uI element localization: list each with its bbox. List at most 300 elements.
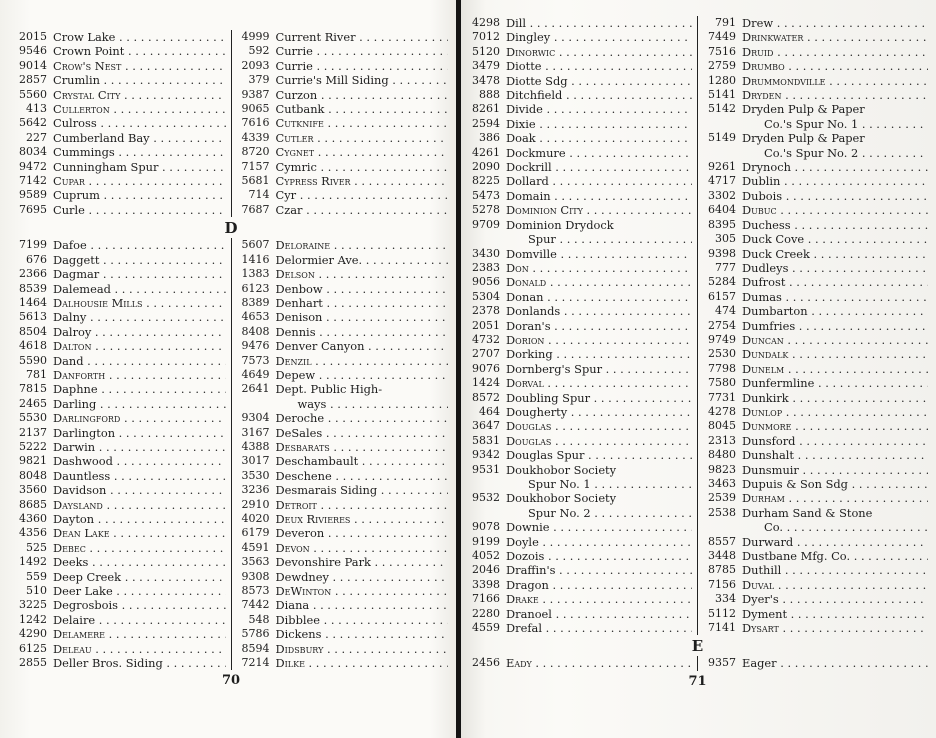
station-number: 7156 — [708, 577, 736, 591]
station-name — [270, 570, 449, 584]
station-name-text: Deep Creek . . . — [53, 570, 226, 584]
station-number: 7142 — [19, 174, 47, 188]
index-entry — [237, 469, 449, 483]
index-entry — [467, 275, 692, 289]
station-name-text: Degrosbois . . . — [53, 598, 226, 612]
index-entry — [467, 247, 692, 261]
station-name-text: Downie . . . — [506, 520, 692, 534]
station-name-text: Dean Lake . . . — [53, 526, 226, 540]
station-number: 3398 — [472, 577, 500, 591]
station-name-text: Deschambault . . . — [276, 454, 449, 468]
station-name-text: Durham . . . — [742, 491, 928, 505]
station-name-text: Delaire . . . — [53, 613, 226, 627]
station-name — [270, 174, 449, 188]
station-number: 1280 — [708, 73, 736, 87]
index-entry — [14, 584, 226, 598]
station-name-text: Dunfermline . . . — [742, 376, 928, 390]
station-name — [47, 88, 226, 102]
index-entry — [237, 555, 449, 569]
station-name — [270, 282, 449, 296]
station-name-text: Duval . . . — [742, 578, 928, 592]
station-number: 9014 — [19, 58, 47, 72]
index-entry — [703, 563, 928, 577]
station-number: 3448 — [708, 549, 736, 563]
index-entry — [467, 362, 692, 376]
index-entry — [703, 261, 928, 275]
station-name-line-2: Co.'s Spur No. 1 . . . — [742, 117, 928, 131]
station-name — [270, 526, 449, 540]
station-name-text: Doak . . . — [506, 131, 692, 145]
station-number: 9823 — [708, 462, 736, 476]
station-name — [500, 376, 692, 390]
index-entry — [467, 30, 692, 44]
station-name-text: Dougherty . . . — [506, 405, 692, 419]
station-name-text: Dand . . . — [53, 354, 226, 368]
station-name-text: Darwin . . . — [53, 440, 226, 454]
index-entry — [14, 253, 226, 267]
index-entry — [14, 282, 226, 296]
index-entry — [237, 59, 449, 73]
station-number: 4591 — [241, 540, 270, 554]
station-name — [736, 333, 928, 347]
station-number: 6179 — [241, 526, 270, 540]
index-entry — [467, 102, 692, 116]
station-name-text: Devonshire Park . . . — [276, 555, 449, 569]
station-name-text: Dumfries . . . — [742, 319, 928, 333]
station-number: 7442 — [241, 598, 270, 612]
station-number: 9261 — [708, 160, 736, 174]
index-entry — [467, 563, 692, 577]
index-entry — [703, 203, 928, 217]
index-entry — [237, 238, 449, 252]
station-name-text: Darling . . . — [53, 397, 226, 411]
station-name-text: Domville . . . — [506, 247, 692, 261]
station-number: 525 — [26, 540, 47, 554]
station-name — [270, 555, 449, 569]
station-name-text: Cummings . . . — [53, 145, 226, 159]
station-name — [500, 347, 692, 361]
station-number: 8557 — [708, 534, 736, 548]
index-entry — [14, 469, 226, 483]
station-name — [500, 448, 692, 462]
index-entry — [703, 607, 928, 621]
station-name-text: Drinkwater . . . — [742, 30, 928, 44]
station-name — [736, 203, 928, 217]
station-name-text: DeWinton . . . — [276, 584, 449, 598]
station-number: 1416 — [241, 252, 270, 266]
station-name-text: Dayton . . . — [53, 512, 226, 526]
station-name-text: Davidson . . . — [53, 483, 226, 497]
station-name-text: Dragon . . . — [506, 578, 692, 592]
station-name-text: Delson . . . — [276, 267, 449, 281]
station-number: 227 — [26, 130, 47, 144]
station-name-text: Donlands . . . — [506, 304, 692, 318]
index-entry — [14, 325, 226, 339]
station-number: 8573 — [241, 584, 270, 598]
station-number: 2366 — [19, 267, 47, 281]
station-name-text: Deer Lake . . . — [53, 584, 226, 598]
station-number: 3479 — [472, 59, 500, 73]
station-number: 8685 — [19, 497, 47, 511]
index-entry — [237, 44, 449, 58]
station-number: 6404 — [708, 203, 736, 217]
station-number: 2530 — [708, 347, 736, 361]
index-entry — [237, 160, 449, 174]
station-number: 4618 — [19, 339, 47, 353]
index-entry — [467, 74, 692, 88]
station-name — [47, 296, 226, 310]
station-name — [500, 16, 692, 30]
index-entry — [467, 16, 692, 30]
index-entry — [703, 290, 928, 304]
station-name — [500, 520, 692, 534]
station-name-text: Dudleys . . . — [742, 261, 928, 275]
station-name-text: Dibblee . . . — [276, 613, 449, 627]
station-name — [47, 310, 226, 324]
station-name — [736, 189, 928, 203]
station-number: 9709 — [472, 217, 500, 231]
station-name — [500, 189, 692, 203]
station-name — [500, 218, 692, 247]
index-entry — [703, 656, 928, 670]
right-e-column-2 — [697, 656, 928, 670]
station-name — [47, 411, 226, 425]
index-entry — [237, 88, 449, 102]
station-name — [47, 397, 226, 411]
station-name — [736, 463, 928, 477]
station-number: 4356 — [19, 526, 47, 540]
station-number: 4559 — [472, 621, 500, 635]
section-letter-d: D — [224, 219, 238, 238]
station-name — [500, 117, 692, 131]
station-name-text: Drynoch . . . — [742, 160, 928, 174]
station-name — [47, 483, 226, 497]
station-name — [736, 506, 928, 535]
index-entry — [14, 512, 226, 526]
station-number: 8395 — [708, 217, 736, 231]
station-name-text: Douglas Spur . . . — [506, 448, 692, 462]
station-number: 4360 — [19, 512, 47, 525]
station-number: 5284 — [708, 275, 736, 289]
index-entry — [467, 578, 692, 592]
station-name-line-1: Durham Sand & Stone — [742, 505, 873, 520]
station-name-text: Current River . . . — [276, 30, 449, 44]
index-entry — [237, 526, 449, 540]
index-entry — [14, 188, 226, 202]
station-number: 5222 — [19, 439, 47, 453]
station-name — [500, 45, 692, 59]
station-number: 1464 — [19, 295, 47, 309]
station-number: 3478 — [472, 73, 500, 87]
index-entry — [14, 397, 226, 411]
station-number: 7166 — [472, 592, 500, 606]
index-entry — [237, 570, 449, 584]
station-name-line-1: Dryden Pulp & Paper — [742, 131, 865, 146]
station-name — [736, 102, 928, 131]
station-name — [270, 469, 449, 483]
station-name-text: Deller Bros. Siding . . . — [53, 656, 226, 670]
index-entry — [703, 391, 928, 405]
index-entry — [14, 411, 226, 425]
station-name — [736, 232, 928, 246]
index-entry — [237, 203, 449, 217]
station-name — [47, 498, 226, 512]
index-entry — [237, 102, 449, 116]
station-name-text: Duncan . . . — [742, 333, 928, 347]
station-number: 2641 — [241, 382, 270, 396]
station-name-text: Dunkirk . . . — [742, 391, 928, 405]
station-number: 7731 — [708, 390, 736, 404]
station-number: 8720 — [241, 145, 270, 159]
station-number: 3463 — [708, 477, 736, 490]
right-column-1 — [467, 16, 697, 635]
station-name — [500, 535, 692, 549]
station-name-text: Divide . . . — [506, 102, 692, 116]
station-name-line-2: Co. . . . — [742, 520, 928, 534]
station-number: 777 — [715, 260, 736, 274]
station-number: 6123 — [241, 281, 270, 295]
station-name — [500, 59, 692, 73]
index-entry — [237, 267, 449, 281]
index-entry — [467, 376, 692, 390]
index-entry — [14, 59, 226, 73]
station-name-text: Dennis . . . — [276, 325, 449, 339]
station-name-text: Cunningham Spur . . . — [53, 160, 226, 174]
index-entry — [703, 45, 928, 59]
station-number: 9304 — [241, 411, 270, 425]
station-number: 2383 — [472, 260, 500, 274]
station-name — [47, 613, 226, 627]
page-number-70: 70 — [221, 673, 241, 689]
station-number: 7214 — [241, 656, 270, 670]
left-top-column-1 — [14, 30, 231, 217]
station-name-text: Desmarais Siding . . . — [276, 483, 449, 497]
station-name — [270, 253, 449, 267]
station-name-text: Dunsmuir . . . — [742, 463, 928, 477]
index-entry — [237, 116, 449, 130]
station-name — [47, 253, 226, 267]
index-entry — [703, 218, 928, 232]
index-entry — [703, 232, 928, 246]
station-name — [500, 621, 692, 635]
station-name — [47, 267, 226, 281]
station-name-text: Dublin . . . — [742, 174, 928, 188]
index-entry — [14, 30, 226, 44]
station-name-text: Duck Cove . . . — [742, 232, 928, 246]
section-d-right — [467, 16, 928, 635]
station-name-text: Cutbank . . . — [276, 102, 449, 116]
station-name — [736, 477, 928, 491]
station-number: 6125 — [19, 641, 47, 655]
station-number: 5530 — [19, 411, 47, 425]
station-name — [47, 59, 226, 73]
station-name — [47, 368, 226, 382]
index-entry — [703, 578, 928, 592]
index-entry — [14, 570, 226, 584]
station-name — [270, 267, 449, 281]
index-entry — [237, 541, 449, 555]
index-entry — [14, 541, 226, 555]
index-entry — [237, 310, 449, 324]
station-name-text: Ditchfield . . . — [506, 88, 692, 102]
station-name-text: Cygnet . . . — [276, 145, 449, 159]
station-name-text: Diotte Sdg . . . — [506, 74, 692, 88]
station-name-text: Cutknife . . . — [276, 116, 449, 130]
station-number: 3530 — [241, 468, 270, 482]
station-name — [736, 621, 928, 635]
station-name — [270, 454, 449, 468]
station-number: 1242 — [19, 612, 47, 626]
station-name — [736, 59, 928, 73]
station-number: 379 — [248, 73, 270, 87]
station-number: 5120 — [472, 44, 500, 58]
station-number: 4732 — [472, 332, 500, 346]
station-name — [270, 238, 449, 252]
index-entry — [14, 354, 226, 368]
index-entry — [237, 131, 449, 145]
index-entry — [703, 405, 928, 419]
station-number: 6157 — [708, 289, 736, 303]
station-name-text: Duchess . . . — [742, 218, 928, 232]
index-entry — [467, 59, 692, 73]
index-entry — [237, 339, 449, 353]
station-name — [736, 419, 928, 433]
index-entry — [467, 463, 692, 492]
station-name-text: Darlingford . . . — [53, 411, 226, 425]
index-entry — [237, 440, 449, 454]
station-name-text: Dupuis & Son Sdg . . . — [742, 477, 928, 491]
station-name — [47, 584, 226, 598]
index-entry — [237, 354, 449, 368]
station-name-line-1: Doukhobor Society — [506, 462, 617, 477]
station-number: 2313 — [708, 433, 736, 447]
station-number: 9076 — [472, 361, 500, 375]
index-entry — [467, 592, 692, 606]
station-name — [47, 570, 226, 584]
index-entry — [14, 73, 226, 87]
station-name-text: Eager . . . — [742, 656, 928, 670]
station-number: 9531 — [472, 462, 500, 476]
station-name-text: Drew . . . — [742, 16, 928, 30]
station-name — [736, 290, 928, 304]
index-entry — [703, 247, 928, 261]
station-name — [47, 30, 226, 44]
index-entry — [467, 333, 692, 347]
station-name-text: Dorking . . . — [506, 347, 692, 361]
station-number: 3225 — [19, 598, 47, 612]
station-number: 8225 — [472, 174, 500, 188]
index-entry — [703, 304, 928, 318]
station-name — [270, 44, 449, 58]
station-name — [270, 203, 449, 217]
station-number: 5149 — [708, 131, 736, 145]
station-number: 8480 — [708, 448, 736, 462]
station-number: 2051 — [472, 318, 500, 332]
index-entry — [467, 174, 692, 188]
station-number: 2137 — [19, 425, 47, 439]
station-name — [47, 339, 226, 353]
station-name — [47, 203, 226, 217]
station-number: 4298 — [472, 16, 500, 29]
station-number: 7616 — [241, 116, 270, 130]
station-name — [47, 188, 226, 202]
station-number: 5112 — [708, 606, 736, 620]
station-name — [736, 448, 928, 462]
station-name-text: Dumbarton . . . — [742, 304, 928, 318]
station-name — [736, 434, 928, 448]
station-name-text: Currie's Mill Siding . . . — [276, 73, 449, 87]
station-number: 4020 — [241, 512, 270, 525]
station-name — [500, 333, 692, 347]
station-number: 592 — [248, 44, 270, 58]
index-entry — [14, 116, 226, 130]
station-number: 4649 — [241, 367, 270, 381]
station-name-text: Dinorwic . . . — [506, 45, 692, 59]
station-name-text: Deux Rivieres . . . — [276, 512, 449, 526]
right-e-column-1 — [467, 656, 697, 670]
station-number: 9398 — [708, 246, 736, 260]
station-name-text: Cyr . . . — [276, 188, 449, 202]
index-entry — [467, 448, 692, 462]
station-number: 714 — [248, 188, 270, 202]
station-name — [736, 74, 928, 88]
left-d-column-1 — [14, 238, 231, 670]
station-name — [270, 613, 449, 627]
index-entry — [467, 656, 692, 670]
station-name — [500, 607, 692, 621]
station-number: 510 — [26, 584, 47, 598]
station-name — [270, 584, 449, 598]
station-name-text: Dauntless . . . — [53, 469, 226, 483]
station-name-text: Darlington . . . — [53, 426, 226, 440]
station-name — [47, 454, 226, 468]
index-entry — [467, 434, 692, 448]
index-entry — [467, 88, 692, 102]
station-number: 559 — [26, 569, 47, 583]
station-number: 2015 — [19, 30, 47, 43]
station-name-text: Dominion City . . . — [506, 203, 692, 217]
station-number: 7012 — [472, 30, 500, 44]
station-number: 8034 — [19, 145, 47, 159]
station-name — [270, 73, 449, 87]
index-entry — [467, 146, 692, 160]
station-number: 7687 — [241, 202, 270, 216]
station-name — [736, 391, 928, 405]
station-name-line-2: Spur No. 2 . . . — [506, 506, 692, 520]
station-name — [47, 541, 226, 555]
index-entry — [703, 30, 928, 44]
station-name — [47, 131, 226, 145]
station-name — [500, 203, 692, 217]
station-name-text: Diana . . . — [276, 598, 449, 612]
station-name-text: Donan . . . — [506, 290, 692, 304]
index-entry — [237, 73, 449, 87]
station-name-text: Durward . . . — [742, 535, 928, 549]
station-number: 8785 — [708, 563, 736, 577]
station-name — [500, 74, 692, 88]
station-name — [500, 391, 692, 405]
station-name-text: Culross . . . — [53, 116, 226, 130]
station-name-text: Daphne . . . — [53, 382, 226, 396]
station-number: 7573 — [241, 353, 270, 367]
station-name-text: Depew . . . — [276, 368, 449, 382]
station-number: 8594 — [241, 641, 270, 655]
station-number: 8048 — [19, 468, 47, 482]
station-name-text: Didsbury . . . — [276, 642, 449, 656]
station-name-text: Crow's Nest . . . — [53, 59, 226, 73]
station-name-text: Cypress River . . . — [276, 174, 449, 188]
station-name — [736, 319, 928, 333]
